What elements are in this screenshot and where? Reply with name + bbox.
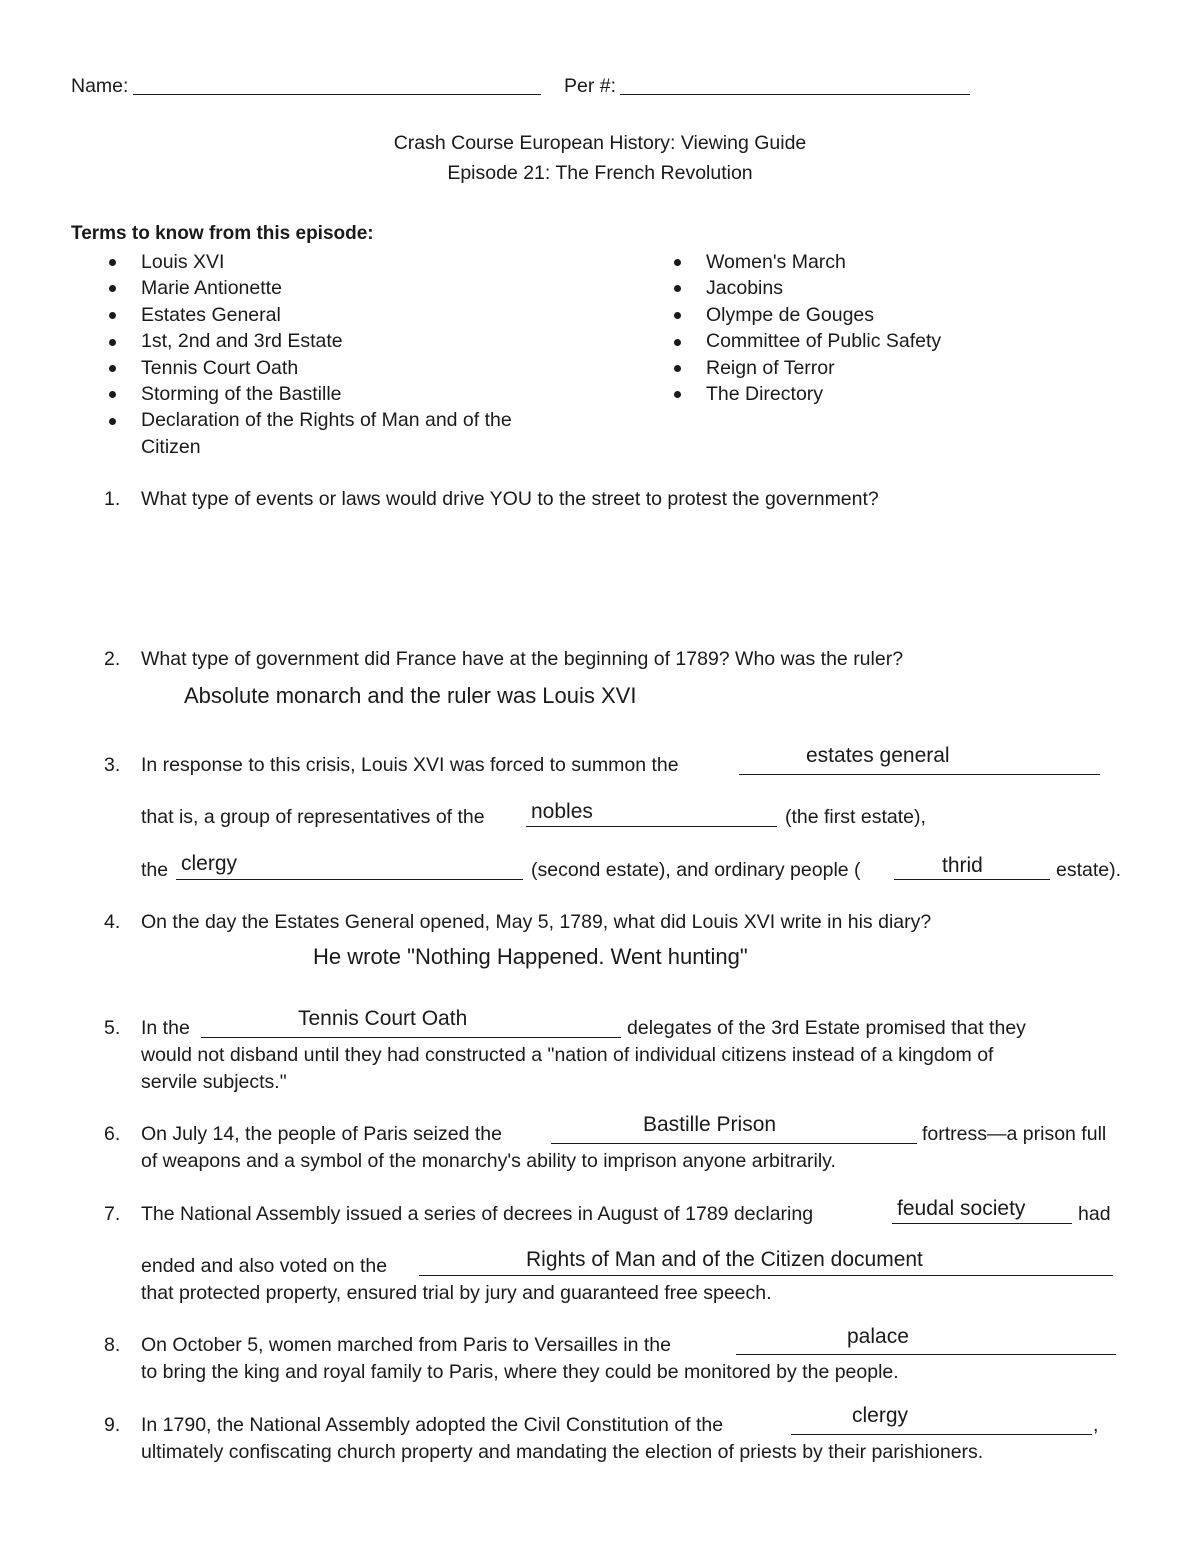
bullet-icon <box>109 391 116 398</box>
question-3-answer-clergy[interactable]: clergy <box>181 852 238 875</box>
question-3-line-3a: the <box>141 859 169 881</box>
question-3-line-3b: (second estate), and ordinary people ( <box>531 859 861 881</box>
question-4-answer[interactable]: He wrote "Nothing Happened. Went hunting" <box>313 944 748 969</box>
question-5-line-3: servile subjects." <box>141 1071 287 1093</box>
term-item: Estates General <box>141 304 281 326</box>
bullet-icon <box>109 365 116 372</box>
period-label: Per #: <box>564 75 617 97</box>
blank-line <box>736 1354 1116 1355</box>
term-item: Committee of Public Safety <box>706 330 942 352</box>
blank-line <box>551 1143 917 1144</box>
bullet-icon <box>674 365 681 372</box>
question-6-text-a: On July 14, the people of Paris seized the <box>141 1123 502 1145</box>
blank-line <box>791 1434 1092 1435</box>
blank-line <box>526 826 777 827</box>
question-8-text-a: On October 5, women marched from Paris to Versailles in the <box>141 1334 671 1356</box>
blank-line <box>201 1037 621 1038</box>
bullet-icon <box>109 418 116 425</box>
question-number: 4. <box>104 911 121 933</box>
question-5-text-b: delegates of the 3rd Estate promised that they <box>627 1017 1026 1039</box>
term-item: 1st, 2nd and 3rd Estate <box>141 330 343 352</box>
question-2-text: What type of government did France have at the beginning of 1789? Who was the ruler? <box>141 648 904 670</box>
question-8-answer[interactable]: palace <box>847 1325 909 1348</box>
bullet-icon <box>109 259 116 266</box>
question-number: 3. <box>104 754 121 776</box>
question-9-text-b: , <box>1093 1414 1099 1436</box>
period-blank[interactable] <box>620 94 970 95</box>
question-5-text-a: In the <box>141 1017 190 1039</box>
question-7-text-b: had <box>1078 1203 1111 1225</box>
bullet-icon <box>674 259 681 266</box>
term-item: Storming of the Bastille <box>141 383 342 405</box>
question-6-answer[interactable]: Bastille Prison <box>643 1113 777 1136</box>
question-3-answer-third[interactable]: thrid <box>942 854 983 877</box>
terms-heading: Terms to know from this episode: <box>71 223 374 244</box>
term-item: Marie Antionette <box>141 277 282 299</box>
question-3-line-3c: estate). <box>1056 859 1122 881</box>
blank-line <box>739 774 1100 775</box>
term-item: The Directory <box>706 383 824 405</box>
question-7-answer-feudal[interactable]: feudal society <box>897 1197 1026 1220</box>
term-item: Louis XVI <box>141 251 225 273</box>
question-6-line-2: of weapons and a symbol of the monarchy's ability to imprison anyone arbitrarily. <box>141 1150 836 1172</box>
document-title: Crash Course European History: Viewing Guide <box>393 132 807 154</box>
question-9-text-a: In 1790, the National Assembly adopted the Civil Constitution of the <box>141 1414 724 1436</box>
question-3-line-2b: (the first estate), <box>785 806 926 828</box>
question-4-text: On the day the Estates General opened, May 5, 1789, what did Louis XVI write in his diary? <box>141 911 932 933</box>
bullet-icon <box>674 312 681 319</box>
bullet-icon <box>674 339 681 346</box>
term-item: Declaration of the Rights of Man and of the <box>141 409 512 431</box>
term-item: Tennis Court Oath <box>141 357 299 379</box>
question-5-line-2: would not disband until they had constructed a "nation of individual citizens instead of a kingdom of <box>141 1044 994 1066</box>
document-subtitle: Episode 21: The French Revolution <box>447 162 753 184</box>
question-5-answer[interactable]: Tennis Court Oath <box>298 1007 468 1030</box>
question-7-line-2a: ended and also voted on the <box>141 1255 388 1277</box>
question-number: 8. <box>104 1334 121 1356</box>
blank-line <box>176 879 523 880</box>
question-8-line-2: to bring the king and royal family to Paris, where they could be monitored by the people. <box>141 1361 899 1383</box>
name-label: Name: <box>71 75 129 97</box>
term-item: Women's March <box>706 251 846 273</box>
question-number: 7. <box>104 1203 121 1225</box>
bullet-icon <box>109 285 116 292</box>
question-2-answer[interactable]: Absolute monarch and the ruler was Louis XVI <box>184 683 637 708</box>
bullet-icon <box>109 339 116 346</box>
term-item: Olympe de Gouges <box>706 304 875 326</box>
question-3-answer-nobles[interactable]: nobles <box>531 800 593 823</box>
blank-line <box>892 1223 1072 1224</box>
name-blank[interactable] <box>133 94 541 95</box>
question-3-line-1: In response to this crisis, Louis XVI was forced to summon the <box>141 754 679 776</box>
question-number: 6. <box>104 1123 121 1145</box>
question-9-line-2: ultimately confiscating church property and mandating the election of priests by their parishioners. <box>141 1441 984 1463</box>
question-6-text-b: fortress—a prison full <box>922 1123 1107 1145</box>
question-7-answer-rights[interactable]: Rights of Man and of the Citizen document <box>526 1248 923 1271</box>
bullet-icon <box>674 391 681 398</box>
term-item-continued: Citizen <box>141 436 201 458</box>
question-7-text-a: The National Assembly issued a series of decrees in August of 1789 declaring <box>141 1203 814 1225</box>
bullet-icon <box>109 312 116 319</box>
question-9-answer[interactable]: clergy <box>852 1404 909 1427</box>
blank-line <box>419 1275 1113 1276</box>
question-number: 1. <box>104 488 121 510</box>
term-item: Reign of Terror <box>706 357 835 379</box>
question-number: 9. <box>104 1414 121 1436</box>
term-item: Jacobins <box>706 277 783 299</box>
question-3-line-2a: that is, a group of representatives of the <box>141 806 485 828</box>
question-number: 5. <box>104 1017 121 1039</box>
bullet-icon <box>674 285 681 292</box>
question-number: 2. <box>104 648 121 670</box>
question-3-answer-estates[interactable]: estates general <box>806 744 950 767</box>
blank-line <box>894 879 1050 880</box>
question-1-text: What type of events or laws would drive YOU to the street to protest the government? <box>141 488 879 510</box>
question-7-line-3: that protected property, ensured trial by jury and guaranteed free speech. <box>141 1282 772 1304</box>
